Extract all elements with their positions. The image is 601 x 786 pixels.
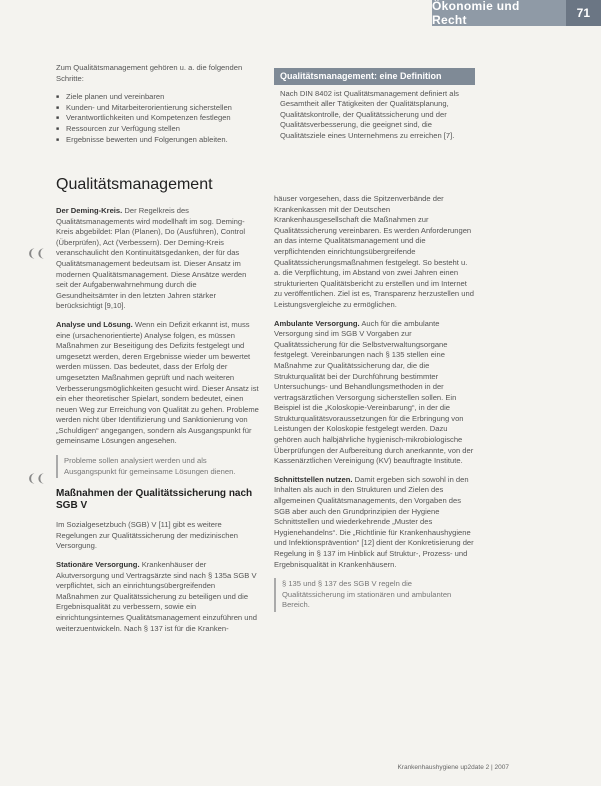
header-title: Ökonomie und Recht <box>432 0 520 27</box>
paragraph-ambulant <box>274 319 475 467</box>
page-header <box>432 0 601 26</box>
intro-text: Zum Qualitätsmanagement gehören u. a. die folgenden Schritte: <box>56 63 243 83</box>
intro-block <box>56 63 259 145</box>
section-title: Qualitätsmanagement <box>56 176 213 193</box>
page-footer: Krankenhaushygiene up2date 2 | 2007 <box>397 764 509 771</box>
definition-title: Qualitätsmanagement: eine Definition <box>274 68 475 85</box>
stationary-lead: Stationäre Versorgung. <box>56 560 140 570</box>
margin-marker-icon: ❨❨ <box>27 473 46 485</box>
interfaces-text: Damit ergeben sich sowohl in den Inhalten als auch in den Strukturen und Zielen des allgemeinen Qualitätsmanagements, den Vorgaben des SGB aber auch den Grundprinzipien der Hygiene Schnittstellen und wiederkehrende „Muster des Hygienehandelns“. Die „Richtlinie für Krankenhaushygiene und Infektionsprävention“ [12] dient der Konkretisierung der Regelung in § 137 im Hinblick auf Struktur-, Prozess- und Ergebnisqualität in Krankenhäusern. <box>274 474 474 569</box>
paragraph-analyse <box>56 320 259 447</box>
paragraph-interfaces <box>274 475 475 570</box>
definition-box <box>274 68 475 142</box>
right-column <box>274 194 475 622</box>
analyse-lead: Analyse und Lösung. <box>56 319 133 329</box>
paragraph-stationary <box>56 560 259 634</box>
goals-list <box>56 92 259 145</box>
measures-text: Im Sozialgesetzbuch (SGB) V [11] gibt es weitere Regelungen zur Qualitätssicherung der medizinischen Versorgung. <box>56 520 238 551</box>
list-item: ■ Verantwortlichkeiten und Kompetenzen festlegen <box>56 113 259 124</box>
ambulant-text: Auch für die ambulante Versorgung sind im SGB V Vorgaben zur Qualitätssicherung für die Selbstverwaltungsorgane festgelegt. Vereinbarungen nach § 135 stellen eine Maßnahme zur Qualitätssicherung dar, die die Strukturqualität bei der Durchführung bestimmter Untersuchungs- und Behandlungsmethoden in der vertragsärztlichen Versorgung sicherstellen sollen. Ein Beispiel ist die „Koloskopie-Vereinbarung“, in der die Strukturqualitätsvoraussetzungen für die Erbringung von Leistungen der Koloskopie festgelegt werden. Dazu gehören auch halbjährliche hygienisch-mikrobiologische Überprüfungen der Aufbereitung durch anerkannte, von der Kassenärztlichen Vereinigung (KV) beauftragte Institute. <box>274 318 474 466</box>
list-item: ■ Ziele planen und vereinbaren <box>56 92 259 103</box>
left-column <box>56 206 259 642</box>
list-item: ■ Ressourcen zur Verfügung stellen <box>56 124 259 135</box>
stationary-text: Krankenhäuser der Akutversorgung und Vertragsärzte sind nach § 135a SGB V verpflichtet, sich an einrichtungsübergreifenden Maßnahmen zur Qualitätssicherung zu beteiligen und die Ergebnisqualität zu verbessern, sowie ein einrichtungsinternes Qualitätsmanagement einzuführen und weiterzuentwickeln. Nach § 137 ist für die Kranken- <box>56 560 257 633</box>
analyse-text: Wenn ein Defizit erkannt ist, muss eine (ursachenorientierte) Analyse folgen, es müssen Maßnahmen zur Beseitigung des Defizits festgelegt und umgesetzt werden, deren Ergebnisse wieder um bewertet werden müssen. Das bedeutet, dass der Erfolg der umgesetzten Maßnahmen geprüft und nach weiteren Verbesserungsmöglichkeiten gesucht wird. Dieser Ansatz ist ein eher theoretischer Spielart, sondern bedeutet, einen neuen Weg zur Erreichung von Qualität zu gehen. Probleme werden nicht über Identifizierung und Sanktionierung von „Schuldigen“ angegangen, sondern als Ausgangspunkt für gemeinsame Lösungen angesehen. <box>56 319 259 446</box>
margin-marker-icon: ❨❨ <box>27 248 46 260</box>
measures-title: Maßnahmen der Qualitätssicherung nach SGB V <box>56 488 253 512</box>
page-number: 71 <box>566 0 601 26</box>
list-item: ■ Kunden- und Mitarbeiterorientierung sicherstellen <box>56 103 259 114</box>
continuation-text: häuser vorgesehen, dass die Spitzenverbände der Krankenkassen mit der Deutschen Krankenhausgesellschaft die Maßnahmen zur Qualitätssicherung vereinbaren. Es werden Anforderungen an das interne Qualitätsmanagement und die verpflichtenden einrichtungsübergreifende Qualitätssicherungsmaßnahmen festgelegt. So besteht u. a. die Verpflichtung, im Abstand von zwei Jahren einen strukturierten Qualitätsbericht zu erstellen und im Internet zu veröffentlichen. Ziel ist es, Transparenz herzustellen und Leistungsvergleiche zu ermöglichen. <box>274 194 474 309</box>
ambulant-lead: Ambulante Versorgung. <box>274 318 360 328</box>
right-note: § 135 und § 137 des SGB V regeln die Qualitätssicherung im stationären und ambulanten Bereich. <box>274 578 475 612</box>
left-note: Probleme sollen analysiert werden und als Ausgangspunkt für gemeinsame Lösungen dienen. <box>56 455 259 478</box>
definition-body: Nach DIN 8402 ist Qualitätsmanagement definiert als Gesamtheit aller Tätigkeiten der Qualitätsplanung, Qualitätskontrolle, der Qualitätssicherung und der Qualitätsverbesserung, die geeignet sind, die Qualitätsziele eines Unternehmens zu erreichen [7]. <box>280 88 459 140</box>
list-item: ■ Ergebnisse bewerten und Folgerungen ableiten. <box>56 135 259 146</box>
paragraph-deming <box>56 206 259 312</box>
interfaces-lead: Schnittstellen nutzen. <box>274 474 353 484</box>
deming-lead: Der Deming-Kreis. <box>56 206 123 215</box>
deming-text: Der Regelkreis des Qualitätsmanagements wird modellhaft im sog. Deming-Kreis abgebildet: Plan (Planen), Do (Ausführen), Control (Überprüfen), Act (Verbessern). Der Deming-Kreis veranschaulicht den Kontinuitätsgedanken, der für das Qualitätsmanagement bedeutsam ist. Dieser Ansatz im modernen Qualitätsmanagement. Diese Ansätze werden seit der Aufgabenwahrnehmung durch die Gesundheitsämter in den letzten Jahren stärker berücksichtigt [9,10]. <box>56 206 247 311</box>
